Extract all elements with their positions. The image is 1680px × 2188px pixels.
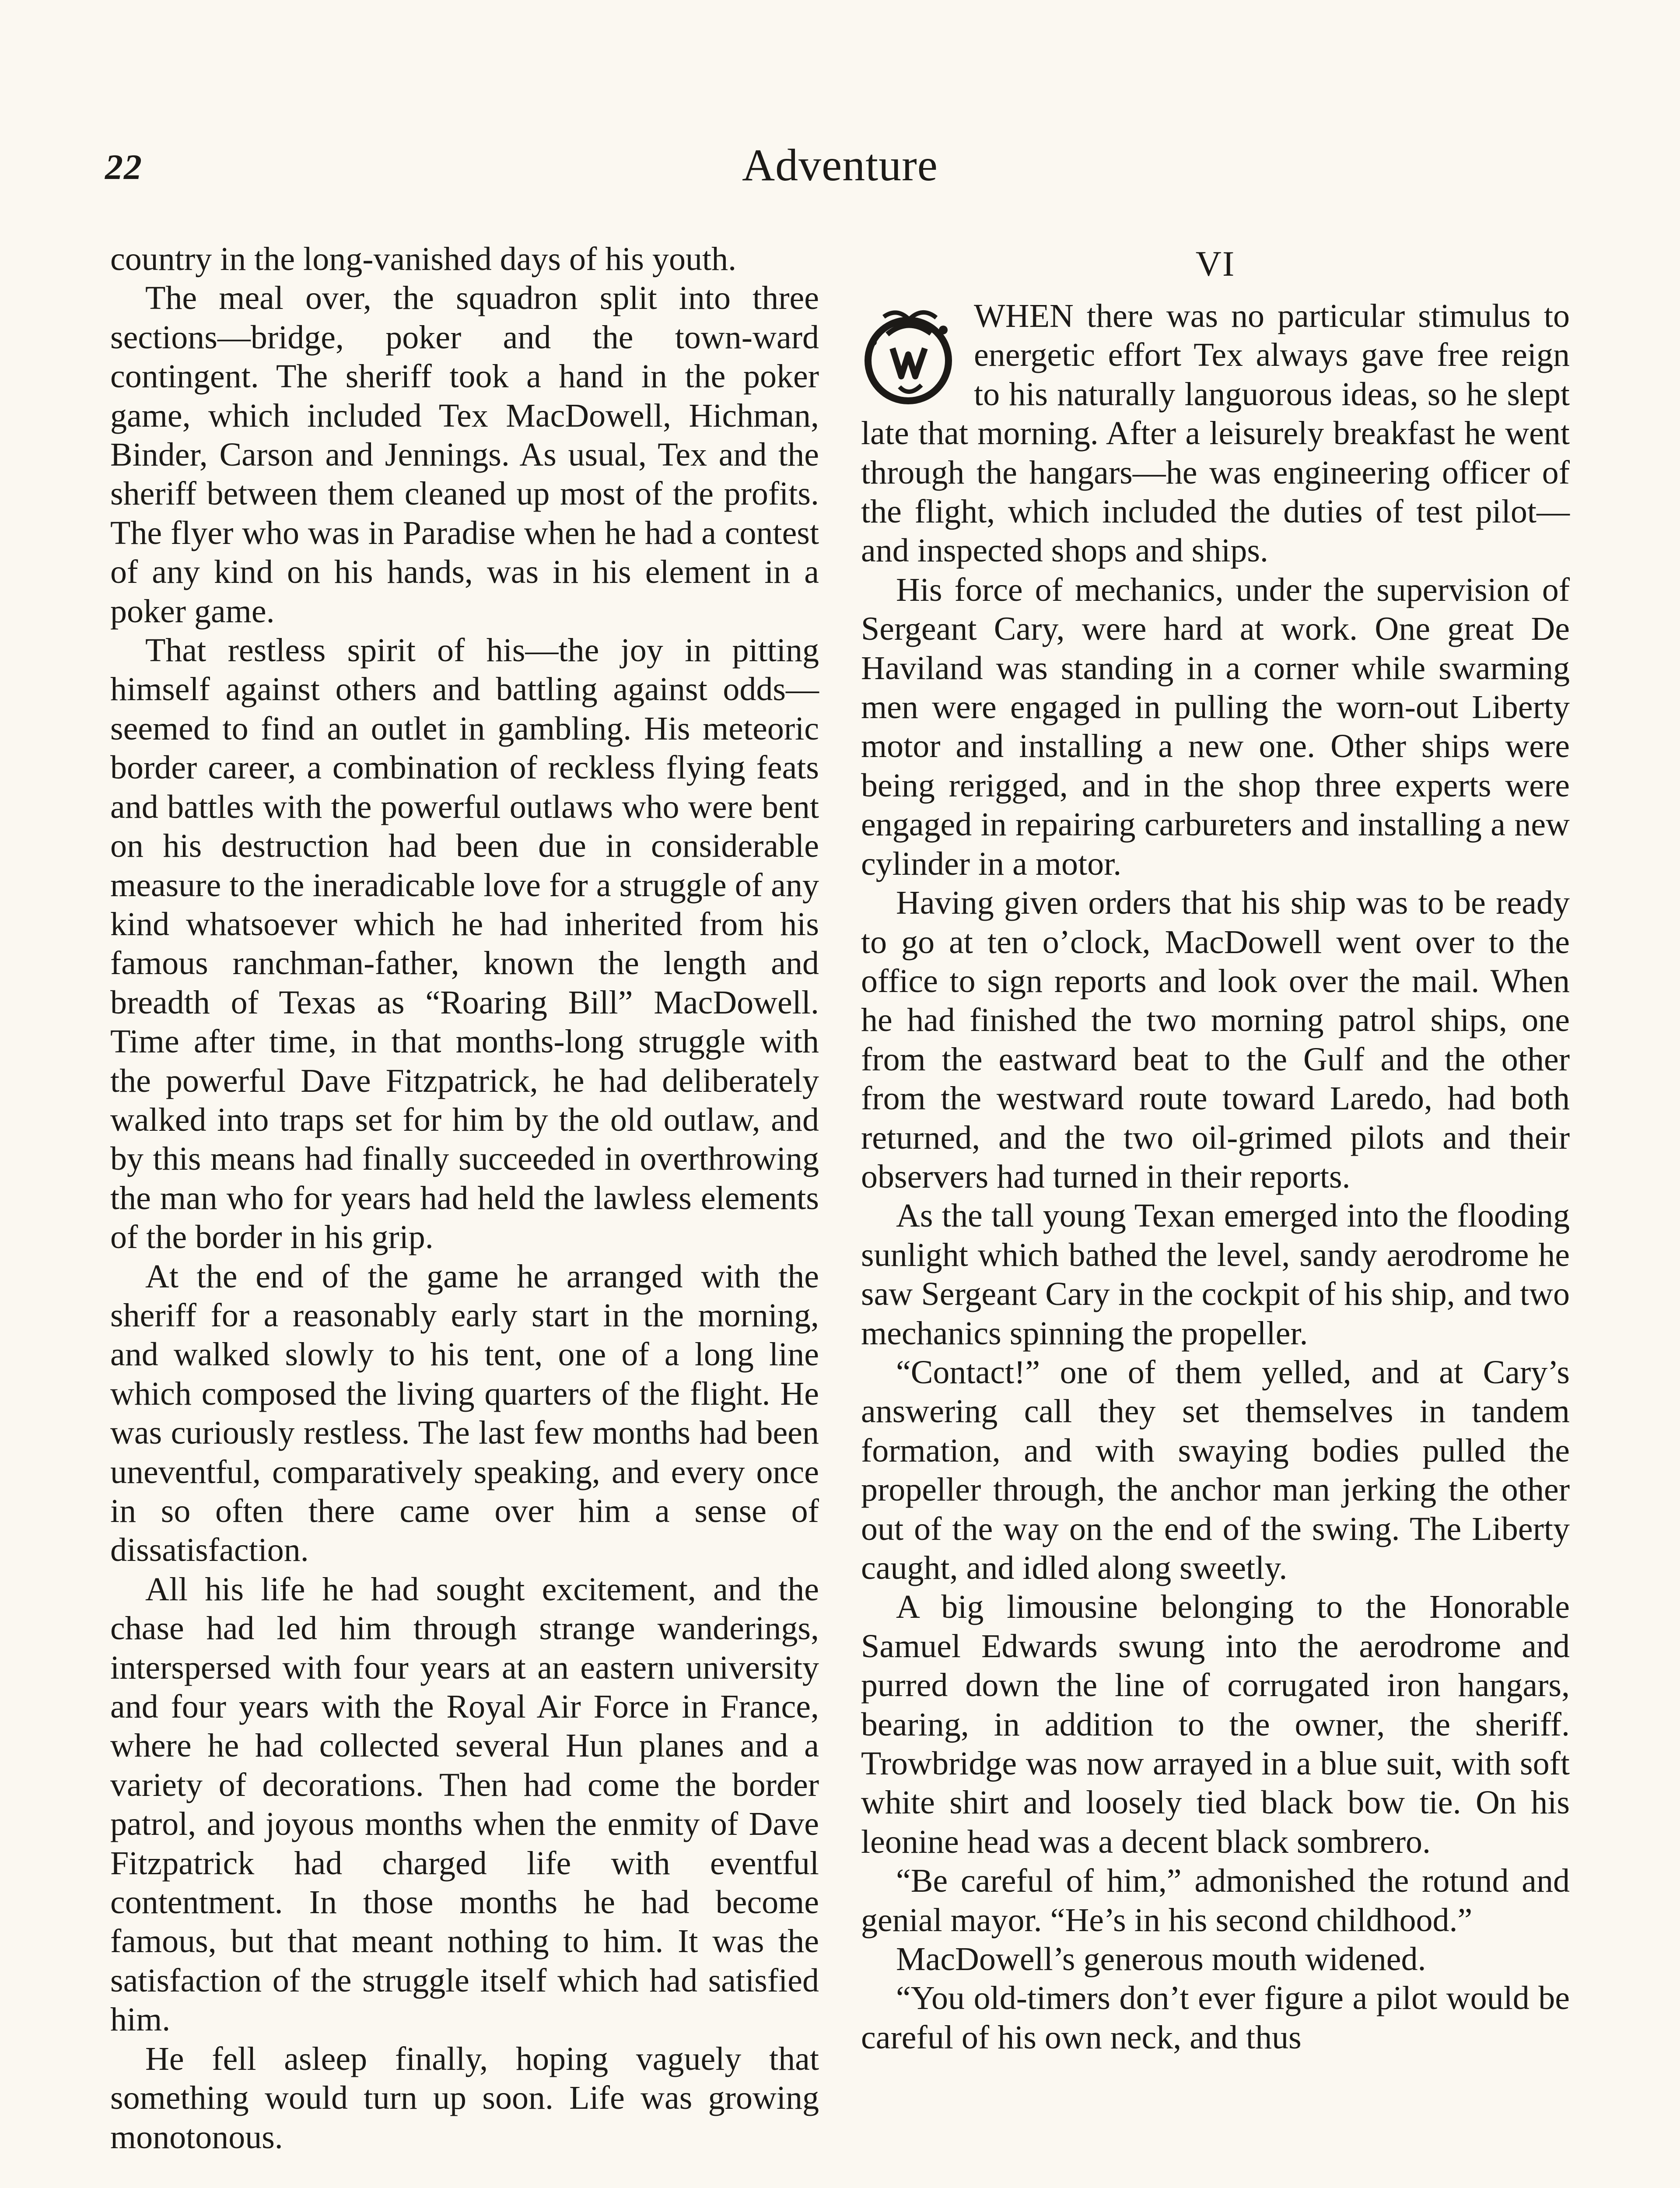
paragraph: As the tall young Texan emerged into the flooding sunlight which bathed the level, sandy aerodrome he saw Sergeant Cary in the cockpit of his ship, and two mechanics spinning the propeller. [861,1197,1570,1352]
paragraph: He fell asleep finally, hoping vaguely that something would turn up soon. Life was growing monotonous. [110,2040,819,2156]
running-title: Adventure [742,140,938,190]
drop-cap-ornament [857,299,966,411]
left-column [110,240,819,2157]
paragraph: “Be careful of him,” admonished the rotund and genial mayor. “He’s in his second childhood.” [861,1862,1570,1939]
paragraph: The meal over, the squadron split into three sections—bridge, poker and the town-ward contingent. The sheriff took a hand in the poker game, which included Tex MacDowell, Hichman, Binder, Carson and Jennings. As usual, Tex and the sheriff between them cleaned up most of the profits. The flyer who was in Paradise when he had a contest of any kind on his hands, was in his element in a poker game. [110,280,819,630]
paragraph: Having given orders that his ship was to be ready to go at ten o’clock, MacDowell went over to the office to sign reports and look over the mail. When he had finished the two morning patrol ships, one from the eastward beat to the Gulf and the other from the westward route toward Laredo, had both returned, and the two oil-grimed pilots and their observers had turned in their reports. [861,884,1570,1195]
paragraph: “Contact!” one of them yelled, and at Cary’s answering call they set themselves in tandem formation, and with swaying bodies pulled the propeller through, the anchor man jerking the other out of the way on the end of the swing. The Liberty caught, and idled along sweetly. [861,1353,1570,1586]
paragraph: WHEN there was no particular stimulus to energetic effort Tex always gave free reign to his naturally languorous ideas, so he slept late that morning. After a leisurely breakfast he went through the hangars—he was engineering officer of the flight, which included the duties of test pilot—and inspected shops and ships. [861,298,1570,569]
paragraph: MacDowell’s generous mouth widened. [896,1941,1426,1978]
page-number: 22 [105,147,143,187]
paragraph: At the end of the game he arranged with the sheriff for a reasonably early start in the morning, and walked slowly to his tent, one of a long line which composed the living quarters of the flight. He was curiously restless. The last few months had been uneventful, comparatively speaking, and every once in so often there came over him a sense of dissatisfaction. [110,1258,819,1569]
paragraph: His force of mechanics, under the supervision of Sergeant Cary, were hard at work. One great De Haviland was standing in a corner while swarming men were engaged in pulling the worn-out Liberty motor and installing a new one. Other ships were being rerigged, and in the shop three experts were engaged in repairing carbureters and installing a new cylinder in a motor. [861,571,1570,882]
chapter-heading: VI [1195,244,1236,284]
paragraph: All his life he had sought excitement, and the chase had led him through strange wanderings, interspersed with four years at an eastern university and four years with the Royal Air Force in France, where he had collected several Hun planes and a variety of decorations. Then had come the border patrol, and joyous months when the enmity of Dave Fitzpatrick had charged life with eventful contentment. In those months he had become famous, but that meant nothing to him. It was the satisfaction of the struggle itself which had satisfied him. [110,1571,819,2038]
paragraph: country in the long-vanished days of his youth. [110,241,737,277]
right-column [861,240,1570,2057]
paragraph: “You old-timers don’t ever figure a pilot would be careful of his own neck, and thus [861,1980,1570,2056]
decorative-initial-icon [857,299,966,411]
paragraph: That restless spirit of his—the joy in pitting himself against others and battling against odds—seemed to find an outlet in gambling. His meteoric border career, a combination of reckless flying feats and battles with the powerful outlaws who were bent on his destruction had been due in considerable measure to the ineradicable love for a struggle of any kind whatsoever which he had inherited from his famous ranchman-father, known the length and breadth of Texas as “Roaring Bill” MacDowell. Time after time, in that months-long struggle with the powerful Dave Fitzpatrick, he had deliberately walked into traps set for him by the old outlaw, and by this means had finally succeeded in overthrowing the man who for years had held the lawless elements of the border in his grip. [110,632,819,1256]
paragraph: A big limousine belonging to the Honorable Samuel Edwards swung into the aerodrome and purred down the line of corrugated iron hangars, bearing, in addition to the owner, the sheriff. Trowbridge was now arrayed in a blue suit, with soft white shirt and loosely tied black bow tie. On his leonine head was a decent black sombrero. [861,1588,1570,1860]
